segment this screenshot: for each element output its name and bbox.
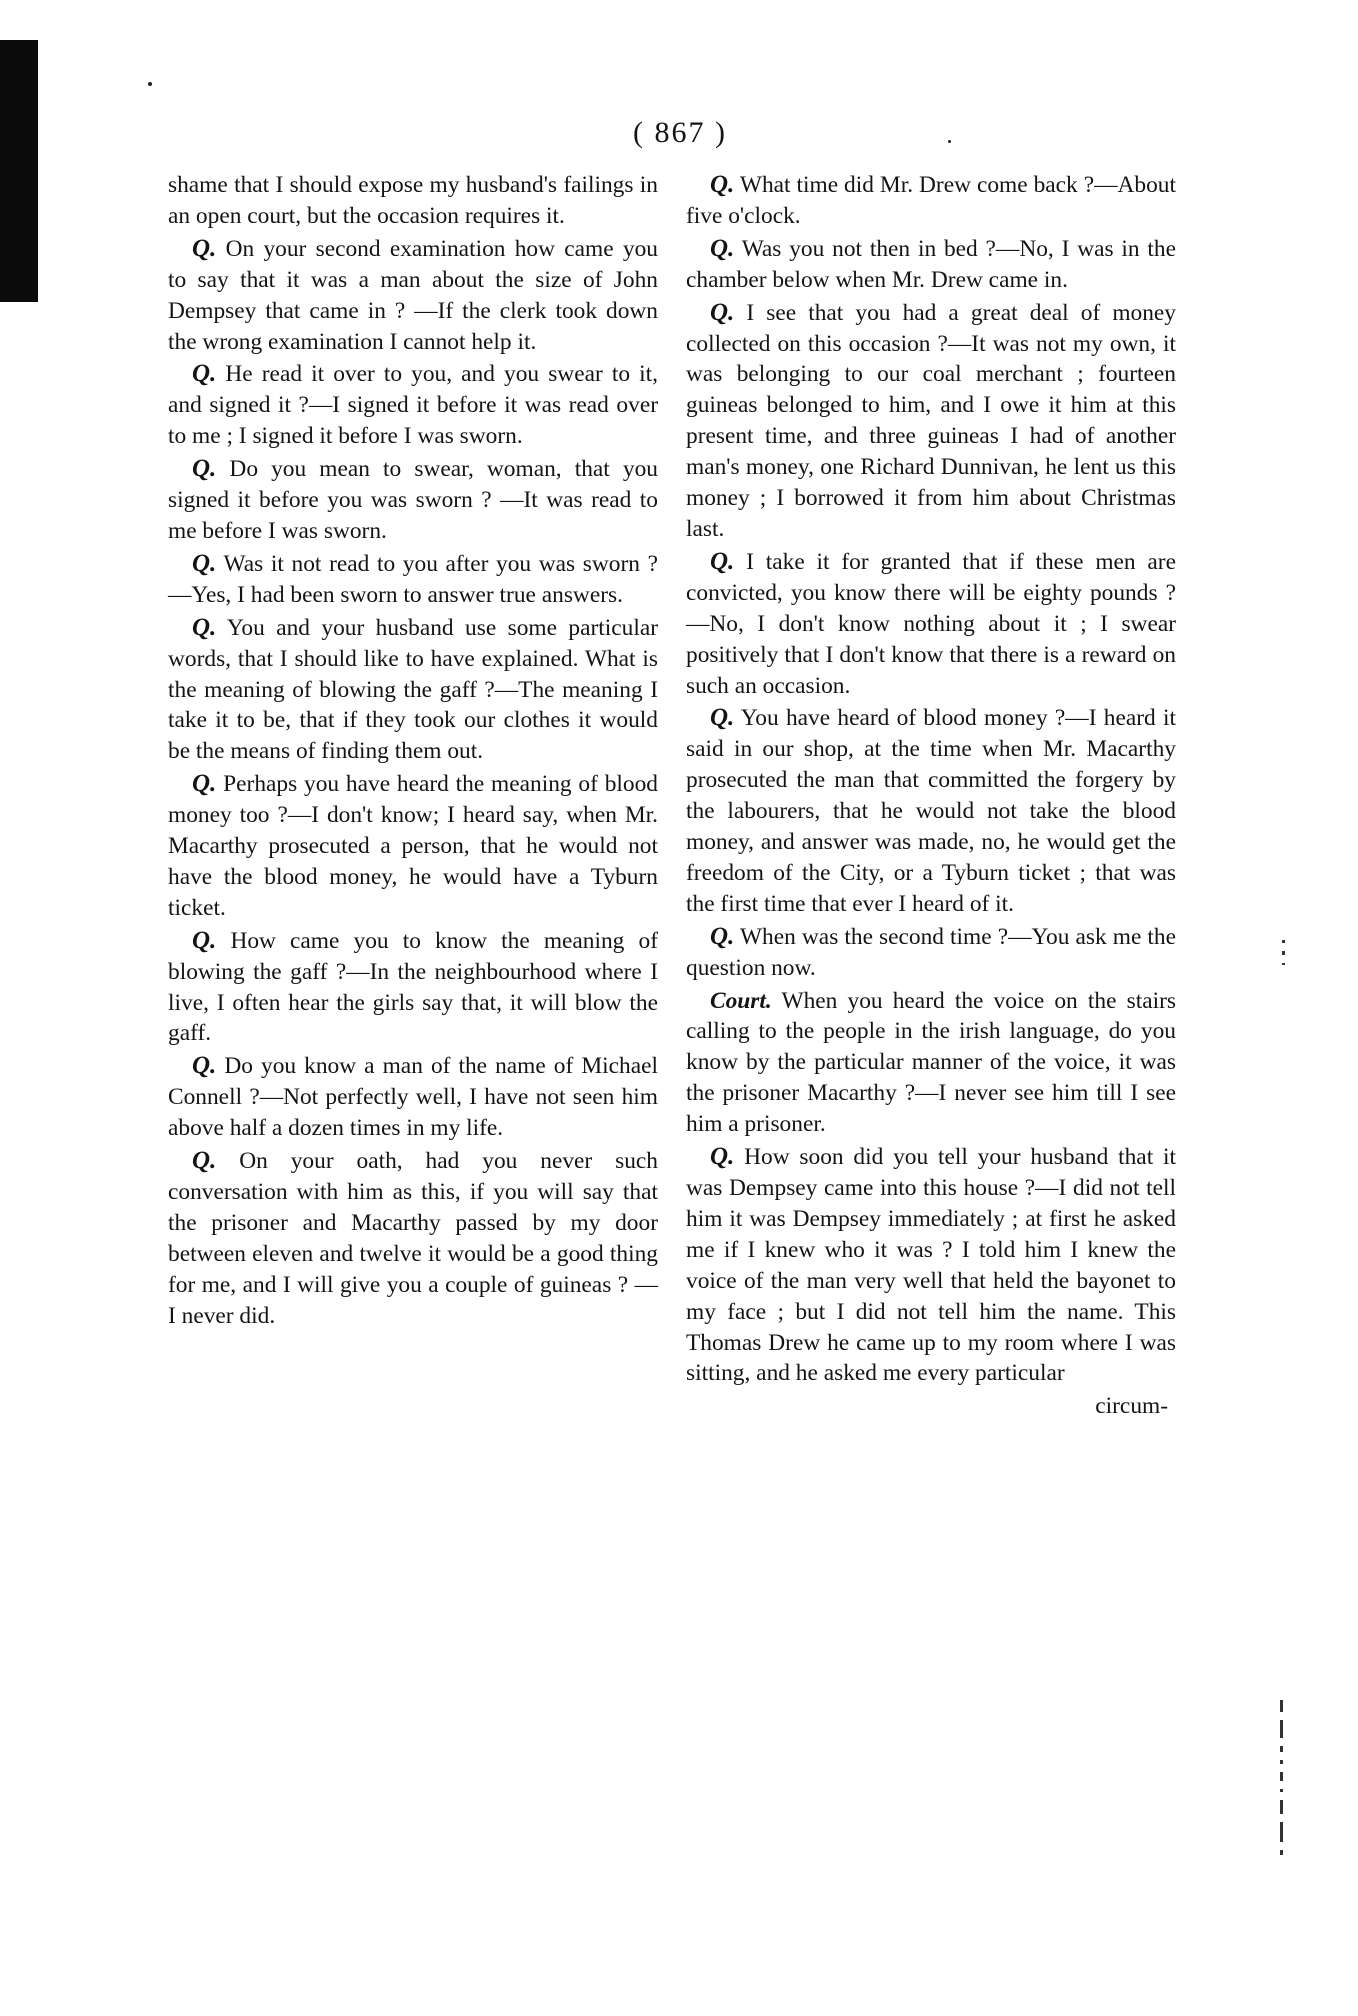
question-paragraph: Q. On your oath, had you never such conversation with him as this, if you will say that the prisoner and Macarthy passed by my door between eleven and twelve it would be a good thing for me, and I will give you a couple of guineas ? —I never did. <box>168 1147 658 1329</box>
question-paragraph: Q. What time did Mr. Drew come back ?—About five o'clock. <box>686 171 1176 229</box>
question-mark: Q. <box>710 171 735 198</box>
margin-speckles <box>1282 940 1286 973</box>
question-mark: Q. <box>192 613 217 641</box>
question-mark: Q. <box>192 1147 217 1175</box>
question-paragraph: Q. Do you know a man of the name of Michael Connell ?—Not perfectly well, I have not seen him above half a dozen times in my life. <box>168 1052 658 1142</box>
binding-edge-shadow <box>0 40 38 302</box>
question-mark: Q. <box>710 547 735 575</box>
question-mark: Q. <box>192 360 217 388</box>
question-paragraph: Q. How soon did you tell your husband that it was Dempsey came into this house ?—I did not tell him it was Dempsey immediately ; at first he asked me if I knew who it was ? I told him I knew the voice of the man very well that held the bayonet to my face ; but I did not tell him the name. This Thomas Drew he came up to my room where I was sitting, and he asked me every particular <box>686 1143 1176 1387</box>
question-paragraph: Q. I take it for granted that if these men are convicted, you know there will be eighty pounds ?—No, I don't know nothing about it ; I swear positively that I don't know that there is a reward on such an occasion. <box>686 547 1176 699</box>
question-paragraph: Q. I see that you had a great deal of money collected on this occasion ?—It was not my own, it was belonging to our coal merchant ; fourteen guineas belonged to him, and I owe it him at this present time, and three guineas I had of another man's money, one Richard Dunnivan, he lent us this money ; I borrowed it from him about Christmas last. <box>686 298 1176 542</box>
ink-speck <box>148 82 152 86</box>
margin-speckles <box>1280 1700 1284 1863</box>
ink-speck <box>948 140 951 143</box>
question-mark: Q. <box>710 922 735 950</box>
question-paragraph: Q. On your second examination how came you to say that it was a man about the size of John Dempsey that came in ? —If the clerk took down the wrong examination I cannot help it. <box>168 234 658 355</box>
question-mark: Q. <box>192 770 217 798</box>
court-label: Court. <box>710 987 772 1014</box>
question-paragraph: Q. Was you not then in bed ?—No, I was in the chamber below when Mr. Drew came in. <box>686 234 1176 293</box>
question-mark: Q. <box>710 234 735 262</box>
question-mark: Q. <box>710 1143 735 1171</box>
question-paragraph: Q. Perhaps you have heard the meaning of blood money too ?—I don't know; I heard say, when Mr. Macarthy prosecuted a person, that he would not have the blood money, he would have a Tyburn ticket. <box>168 770 658 921</box>
catchword: circum- <box>1095 1393 1168 1420</box>
question-paragraph: Q. When was the second time ?—You ask me the question now. <box>686 922 1176 981</box>
question-paragraph: Q. Do you mean to swear, woman, that you signed it before you was sworn ? —It was read to me before I was sworn. <box>168 455 658 544</box>
question-mark: Q. <box>192 549 217 577</box>
question-paragraph: Q. You have heard of blood money ?—I heard it said in our shop, at the time when Mr. Macarthy prosecuted the man that committed the forgery by the labourers, that he would not take the blood money, and answer was made, no, he would get the freedom of the City, or a Tyburn ticket ; that was the first time that ever I heard of it. <box>686 704 1176 917</box>
paragraph: shame that I should expose my husband's failings in an open court, but the occasion requires it. <box>168 172 658 229</box>
question-paragraph: Q. He read it over to you, and you swear to it, and signed it ?—I signed it before it was read over to me ; I signed it before I was sworn. <box>168 360 658 450</box>
right-column <box>686 170 1176 1424</box>
question-mark: Q. <box>710 704 735 732</box>
question-mark: Q. <box>192 1052 217 1080</box>
court-paragraph: Court. When you heard the voice on the stairs calling to the people in the irish language, do you know by the particular manner of the voice, it was the prisoner Macarthy ?—I never see him till I see him a prisoner. <box>686 987 1176 1138</box>
page-number: ( 867 ) <box>633 116 727 149</box>
left-column <box>168 170 658 1334</box>
question-paragraph: Q. How came you to know the meaning of blowing the gaff ?—In the neighbourhood where I live, I often hear the girls say that, it will blow the gaff. <box>168 926 658 1047</box>
question-mark: Q. <box>192 234 217 262</box>
question-paragraph: Q. You and your husband use some particular words, that I should like to have explained. What is the meaning of blowing the gaff ?—The meaning I take it to be, that if they took our clothes it would be the means of finding them out. <box>168 613 658 765</box>
question-mark: Q. <box>710 298 735 326</box>
question-mark: Q. <box>192 926 217 954</box>
question-mark: Q. <box>192 455 217 483</box>
question-paragraph: Q. Was it not read to you after you was sworn ?—Yes, I had been sworn to answer true answers. <box>168 549 658 608</box>
